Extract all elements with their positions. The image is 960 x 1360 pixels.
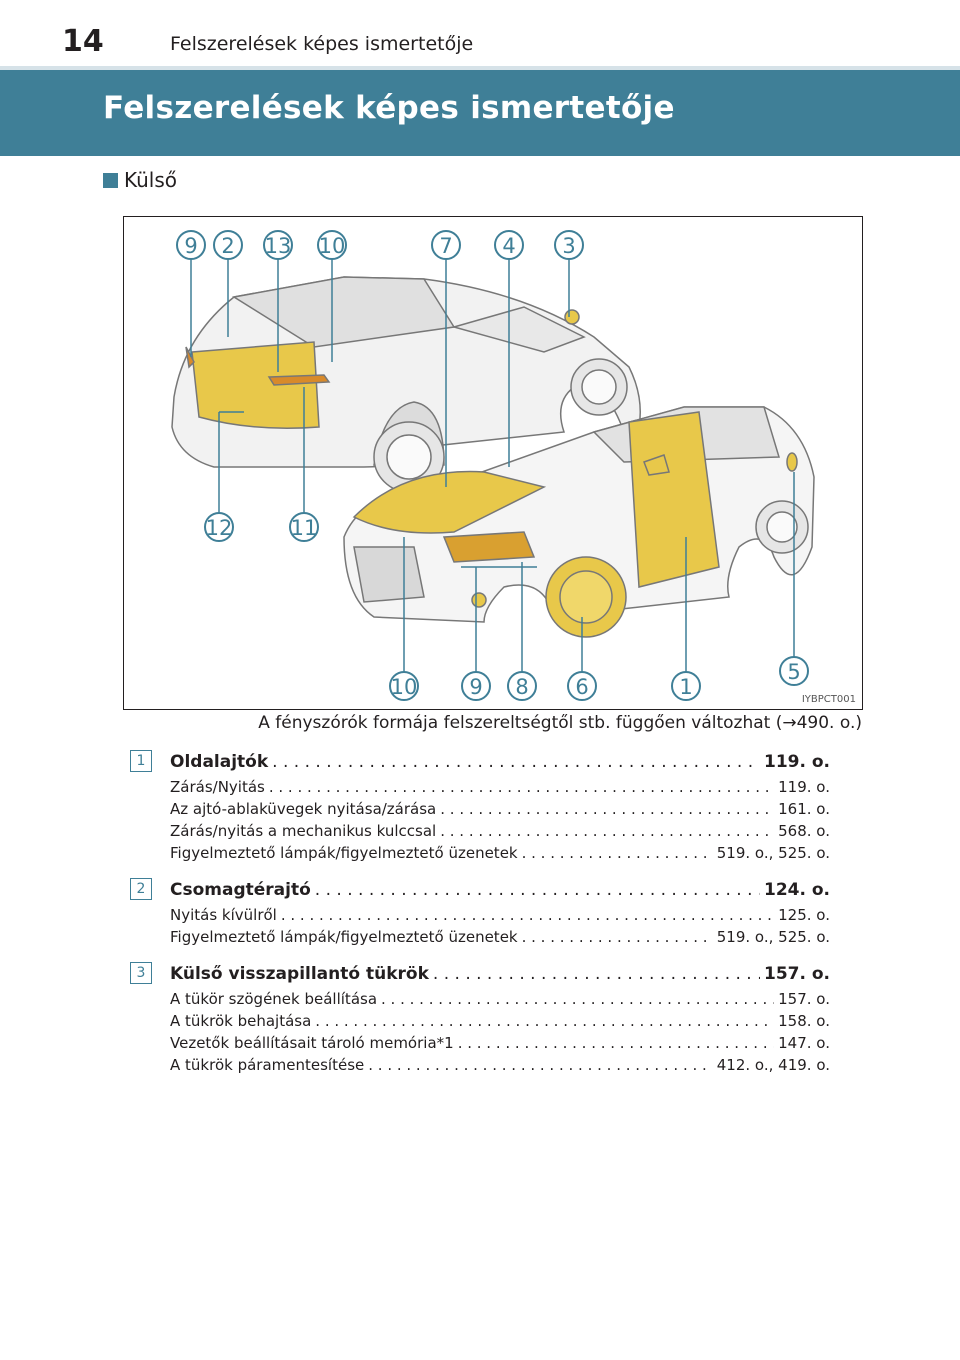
vehicle-illustration [123,216,863,710]
callout-12 [205,513,233,541]
item-number: 2 [130,878,152,900]
sub-entry-page[interactable]: 519. o., 525. o. [716,844,830,862]
callout-5 [780,657,808,685]
item-list [130,748,830,1088]
title-band [0,66,960,156]
page-title: Felszerelések képes ismertetője [103,90,675,126]
sub-entry-label: Figyelmeztető lámpák/figyelmeztető üzenetek [170,844,518,862]
section-square-icon [103,173,118,188]
sub-entry-label: A tükör szögének beállítása [170,990,378,1008]
sub-entry [170,1010,830,1032]
sub-entry-page[interactable]: 147. o. [778,1034,830,1052]
callout-10-bottom [390,672,418,700]
header-bar [0,0,960,64]
leader-dots [368,1054,713,1076]
callout-13 [264,231,292,259]
svg-text:11: 11 [290,516,318,540]
svg-text:13: 13 [264,234,292,258]
callout-6 [568,672,596,700]
sub-entry-label: Zárás/Nyitás [170,778,265,796]
sub-entry-label: A tükrök páramentesítése [170,1056,365,1074]
callout-9-top [177,231,205,259]
svg-text:10: 10 [318,234,346,258]
item-title-row [170,748,830,776]
sub-entry-page[interactable]: 119. o. [778,778,830,796]
svg-text:10: 10 [390,675,418,699]
leader-dots [440,820,774,842]
page-number: 14 [62,24,104,59]
sub-entry-page[interactable]: 157. o. [778,990,830,1008]
vehicle-drawing [124,217,862,709]
leader-dots [381,988,774,1010]
callout-1 [672,672,700,700]
section-label: Külső [124,168,178,192]
list-item [130,876,830,948]
item-title: Csomagtérajtó [170,880,311,900]
svg-text:9: 9 [469,675,483,699]
section-heading [103,168,177,192]
sub-entry [170,904,830,926]
item-page[interactable]: 119. o. [764,752,830,772]
leader-dots [433,960,760,988]
callout-4 [495,231,523,259]
callout-10-top [318,231,346,259]
svg-text:12: 12 [205,516,233,540]
svg-text:9: 9 [184,234,198,258]
item-title-row [170,960,830,988]
callout-2 [214,231,242,259]
item-page[interactable]: 157. o. [764,964,830,984]
sub-entry [170,842,830,864]
svg-text:6: 6 [575,675,589,699]
leader-dots [281,904,774,926]
figure-caption: A fényszórók formája felszereltségtől stb. függően változhat (→490. o.) [258,713,862,733]
svg-text:2: 2 [221,234,235,258]
sub-entry [170,776,830,798]
leader-dots [440,798,774,820]
sub-entry-page[interactable]: 519. o., 525. o. [716,928,830,946]
leader-dots [269,776,774,798]
sub-entry [170,1054,830,1076]
item-title: Külső visszapillantó tükrök [170,964,429,984]
item-number: 1 [130,750,152,772]
leader-dots [315,876,760,904]
leader-dots [522,842,713,864]
svg-text:1: 1 [679,675,693,699]
callout-9-bottom [462,672,490,700]
sub-entry-page[interactable]: 412. o., 419. o. [716,1056,830,1074]
callout-3 [555,231,583,259]
svg-text:7: 7 [439,234,453,258]
figure-code: IYBPCT001 [801,694,856,705]
list-item [130,748,830,864]
item-page[interactable]: 124. o. [764,880,830,900]
leader-dots [272,748,760,776]
sub-entry [170,926,830,948]
sub-entry [170,820,830,842]
svg-text:8: 8 [515,675,529,699]
sub-entry-label: Figyelmeztető lámpák/figyelmeztető üzenetek [170,928,518,946]
callout-8 [508,672,536,700]
sub-entry-label: Vezetők beállításait tároló memória*1 [170,1034,454,1052]
sub-entry-page[interactable]: 568. o. [778,822,830,840]
list-item [130,960,830,1076]
sub-entry [170,798,830,820]
callout-7 [432,231,460,259]
sub-entry-page[interactable]: 158. o. [778,1012,830,1030]
item-number: 3 [130,962,152,984]
sub-entry [170,988,830,1010]
sub-entry [170,1032,830,1054]
sub-entry-page[interactable]: 125. o. [778,906,830,924]
sub-entry-label: Nyitás kívülről [170,906,277,924]
sub-entry-page[interactable]: 161. o. [778,800,830,818]
item-title-row [170,876,830,904]
sub-entry-label: A tükrök behajtása [170,1012,312,1030]
leader-dots [315,1010,774,1032]
svg-text:5: 5 [787,660,801,684]
sub-entry-label: Zárás/nyitás a mechanikus kulccsal [170,822,437,840]
svg-text:4: 4 [502,234,516,258]
leader-dots [458,1032,774,1054]
sub-entry-label: Az ajtó-ablaküvegek nyitása/zárása [170,800,437,818]
leader-dots [522,926,713,948]
item-title: Oldalajtók [170,752,269,772]
running-head: Felszerelések képes ismertetője [170,33,474,55]
callout-11 [290,513,318,541]
svg-text:3: 3 [562,234,576,258]
